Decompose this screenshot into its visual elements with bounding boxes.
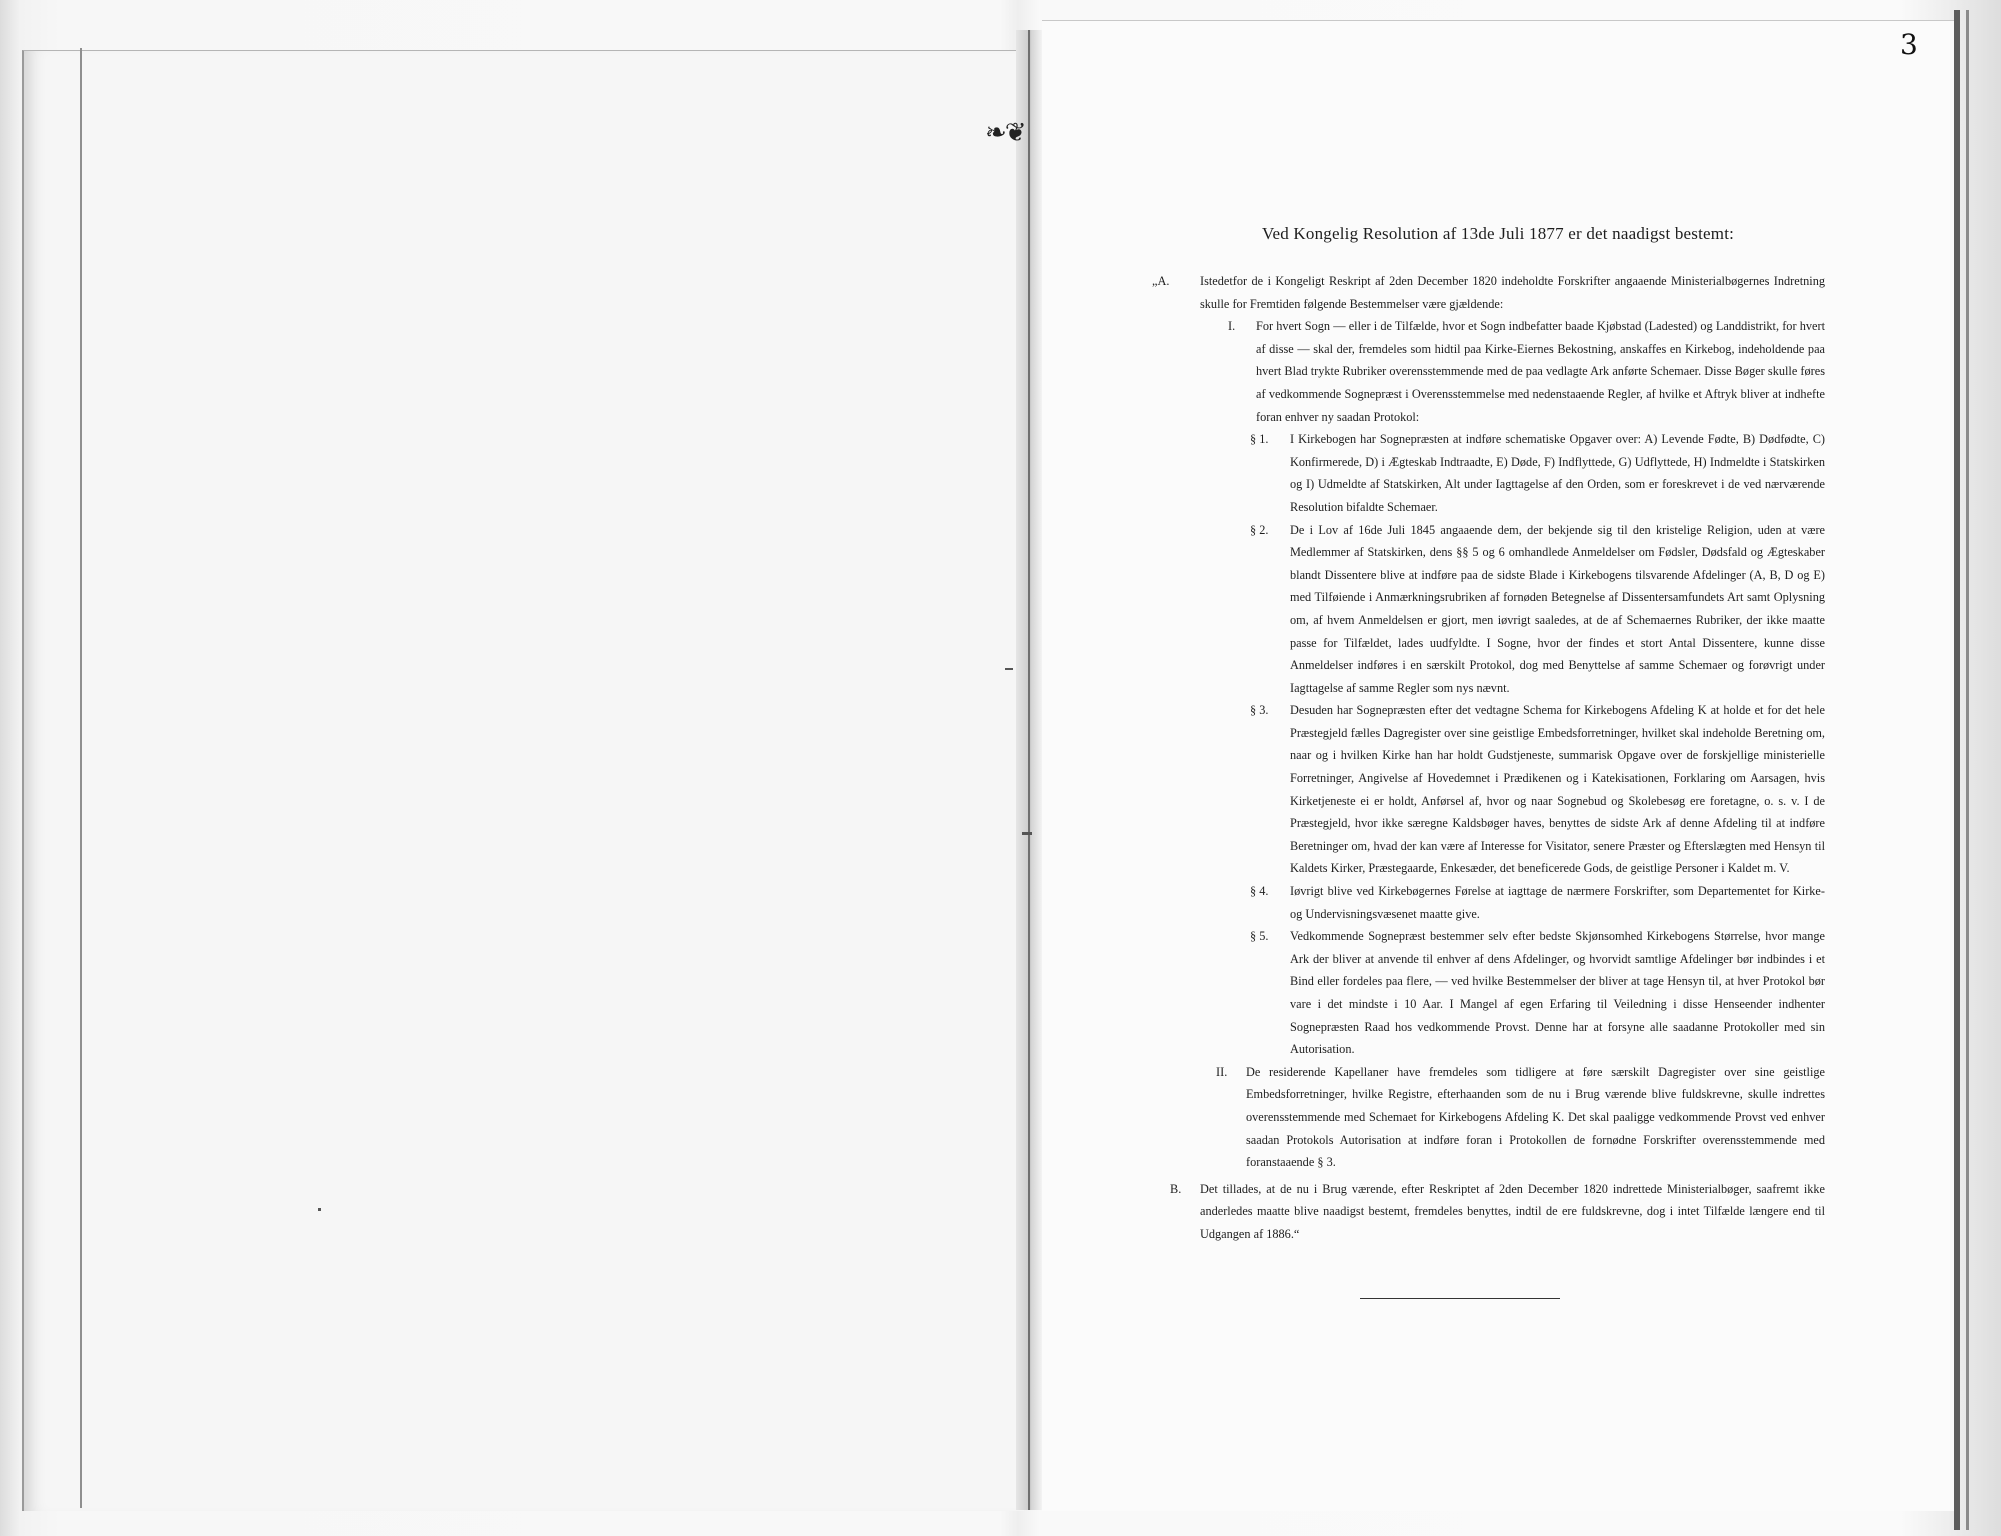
left-page-edge (80, 48, 82, 1508)
section-4 (1250, 880, 1825, 925)
resolution-text (1152, 270, 1825, 1246)
page-number: 3 (1900, 28, 1918, 61)
ink-speck (1022, 832, 1032, 835)
paragraph-marker: „A. (1152, 274, 1170, 288)
paragraph-marker: II. (1216, 1064, 1228, 1079)
section-text: Desuden har Sognepræsten efter det vedtagne Schema for Kirkebogens Afdeling K at holde et for det hele Præstegjeld fælles Dagregister over sine geistlige Embedsforretninger, hvilket skal indeholde Beretning om, naar og i hvilken Kirke han har holdt Gudstjeneste, summarisk Opgave over de forskjellige ministerielle Forretninger, Angivelse af Hovedemnet i Prædikenen og i Katekisationen, Forklaring om Aarsagen, hvis Kirketjeneste ei er holdt, Anførsel af, hvor og naar Sognebud og Skolebesøg ere foretagne, o. s. v. I de Præstegjeld, hvor ikke særegne Kaldsbøger haves, benyttes de sidste Ark af denne Afdeling til at indføre Beretninger om, hvad der kan være af Interesse for Visitator, senere Præster og Efterslægten med Hensyn til Kaldets Kirker, Præstegaarde, Enkesæder, det beneficerede Gods, de geistlige Personer i Kaldet m. V. (1290, 703, 1825, 876)
section-text: Iøvrigt blive ved Kirkebøgernes Førelse at iagttage de nærmere Forskrifter, som Departementet for Kirke- og Undervisningsvæsenet maatte give. (1290, 884, 1825, 921)
section-marker: § 1. (1250, 432, 1269, 447)
right-page-edge-secondary (1966, 10, 1969, 1530)
section-marker: § 2. (1250, 522, 1269, 537)
paragraph-ii (1216, 1061, 1825, 1174)
paragraph-a (1152, 270, 1825, 315)
section-5 (1250, 925, 1825, 1061)
section-text: De i Lov af 16de Juli 1845 angaaende dem, der bekjende sig til den kristelige Religion, uden at være Medlemmer af Statskirken, dens §§ 5 og 6 omhandlede Anmeldelser om Fødsler, Dødsfald og Ægteskaber blandt Dissentere blive at indføre paa de sidste Blade i Kirkebogens tilsvarende Afdelinger (A, B, D og E) med Tilføiende i Anmærkningsrubriken af fornøden Betegnelse af Dissentersamfundets Art samt Oplysning om, af hvem Anmeldelsen er gjort, men iøvrigt saaledes, at de af Schemaernes Rubriker, der ikke maatte passe for Tilfældet, lades uudfyldte. I Sogne, hvor der findes et stort Antal Dissentere, kunne disse Anmeldelser indføres i en særskilt Protokol, dog med Benyttelse af samme Schemaer og forøvrigt under Iagttagelse af samme Regler som nys nævnt. (1290, 522, 1825, 695)
paragraph-text: Det tillades, at de nu i Brug værende, efter Reskriptet af 2den December 1820 indrettede Ministerialbøger, saafremt ikke anderledes maatte blive naadigst bestemt, fremdeles benyttes, indtil de ere fuldskrevne, dog i intet Tilfælde længere end til Udgangen af 1886.“ (1200, 1181, 1825, 1241)
resolution-title: Ved Kongelig Resolution af 13de Juli 1877 er det naadigst bestemt: (1261, 224, 1735, 243)
ink-speck (318, 1208, 321, 1211)
printer-ornament: ❧❦ (985, 118, 1025, 148)
left-blank-page (22, 50, 1024, 1511)
section-marker: § 3. (1250, 703, 1269, 718)
paragraph-i (1228, 315, 1825, 428)
right-page-edge (1954, 10, 1960, 1530)
paragraph-marker: I. (1228, 319, 1236, 334)
paragraph-text: For hvert Sogn — eller i de Tilfælde, hvor et Sogn indbefatter baade Kjøbstad (Ladested) og Landdistrikt, for hvert af disse — skal der, fremdeles som hidtil paa Kirke-Eiernes Bekostning, anskaffes en Kirkebog, indeholdende paa hvert Blad trykte Rubriker overensstemmende med de paa vedlagte Ark anførte Schemaer. Disse Bøger skulle føres af vedkommende Sognepræst i Overensstemmelse med nedenstaaende Regler, af hvilke et Aftryk bliver at indhefte foran enhver ny saadan Protokol: (1256, 319, 1825, 424)
section-marker: § 4. (1250, 884, 1269, 899)
ink-speck (1005, 668, 1013, 670)
section-1 (1250, 428, 1825, 518)
section-text: I Kirkebogen har Sognepræsten at indføre schematiske Opgaver over: A) Levende Fødte, B) Dødfødte, C) Konfirmerede, D) i Ægteskab Indtraadte, E) Døde, F) Indflyttede, G) Udflyttede, H) Indmeldte i Statskirken og I) Udmeldte af Statskirken, Alt under Iagttagelse af den Orden, som er foreskrevet i de ved nærværende Resolution bifaldte Schemaer. (1290, 432, 1825, 514)
paragraph-text: Istedetfor de i Kongeligt Reskript af 2den December 1820 indeholdte Forskrifter angaaende Ministerialbøgernes Indretning skulle for Fremtiden følgende Bestemmelser være gjældende: (1200, 274, 1825, 311)
paragraph-text: De residerende Kapellaner have fremdeles som tidligere at føre særskilt Dagregister over sine geistlige Embedsforretninger, hvilke Registre, efterhaanden som de nu i Brug værende blive fuldskrevne, skulle indrettes overensstemmende med Schemaet for Kirkebogens Afdeling K. Det skal paaligge vedkommende Provst ved enhver saadan Protokols Autorisation at indføre foran i Protokollen de fornødne Forskrifter overensstemmende med foranstaaende § 3. (1246, 1064, 1825, 1170)
section-text: Vedkommende Sognepræst bestemmer selv efter bedste Skjønsomhed Kirkebogens Størrelse, hvor mange Ark der bliver at anvende til enhver af dens Afdelinger, og hvorvidt samtlige Afdelinger bør indbindes i et Bind eller fordeles paa flere, — ved hvilke Bestemmelser der bliver at tage Hensyn til, at hver Protokol bør vare i det mindste i 10 Aar. I Mangel af egen Erfaring til Veiledning i disse Henseender indhenter Sognepræsten Raad hos vedkommende Provst. Denne har at forsyne alle saadanne Protokoller med sin Autorisation. (1290, 929, 1825, 1057)
section-marker: § 5. (1250, 929, 1269, 944)
paragraph-b (1170, 1178, 1825, 1246)
paragraph-marker: B. (1170, 1181, 1182, 1196)
section-3 (1250, 699, 1825, 880)
closing-rule (1360, 1298, 1560, 1299)
section-2 (1250, 519, 1825, 700)
gutter-fold-line (1028, 30, 1030, 1510)
